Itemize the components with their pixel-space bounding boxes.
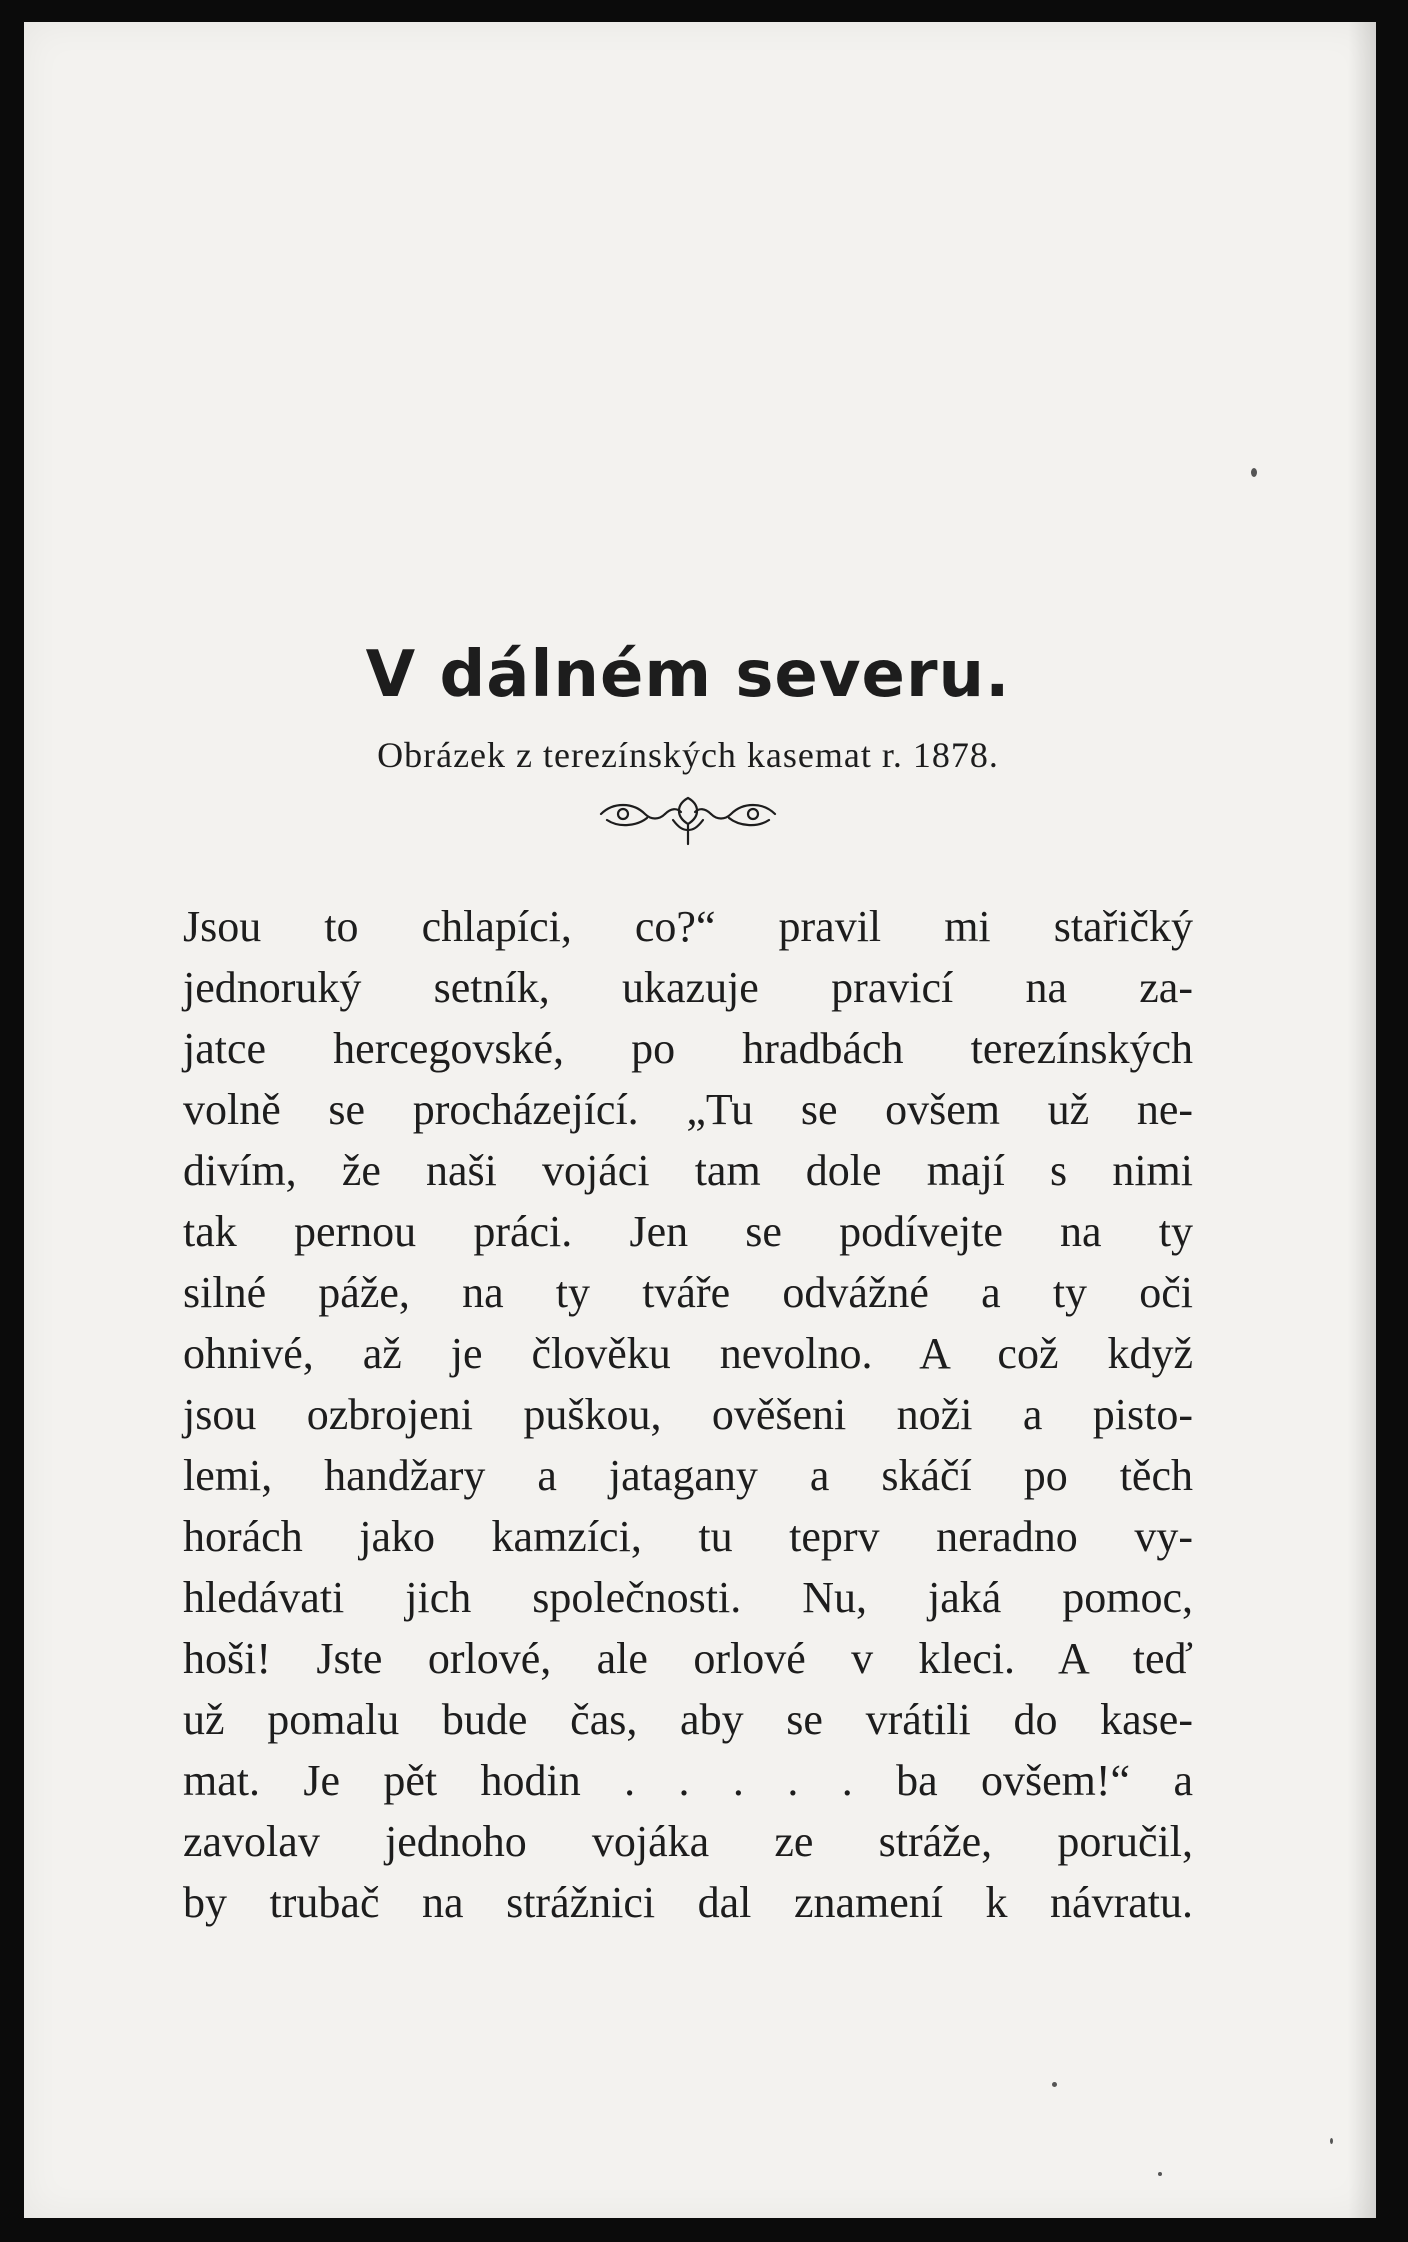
text-line: Jsou to chlapíci, co?“ pravil mi stařičký [183,902,1193,952]
page-content [183,640,1193,1933]
text-line: divím, že naši vojáci tam dole mají s nimi [183,1146,1193,1196]
text-line: by trubač na strážnici dal znamení k návratu. [183,1878,1193,1928]
text-line: už pomalu bude čas, aby se vrátili do kase- [183,1695,1193,1745]
chapter-subtitle: Obrázek z terezínských kasemat r. 1878. [377,735,999,776]
text-line: horách jako kamzíci, tu teprv neradno vy- [183,1512,1193,1562]
text-line: silné páže, na ty tváře odvážné a ty oči [183,1268,1193,1318]
text-line: lemi, handžary a jatagany a skáčí po těch [183,1451,1193,1501]
text-line: jednoruký setník, ukazuje pravicí na za- [183,963,1193,1013]
text-line: volně se procházející. „Tu se ovšem už ne- [183,1085,1193,1135]
text-line: mat. Je pět hodin . . . . . ba ovšem!“ a [183,1756,1193,1806]
text-line: hledávati jich společnosti. Nu, jaká pomoc, [183,1573,1193,1623]
text-line: hoši! Jste orlové, ale orlové v kleci. A teď [183,1634,1193,1684]
text-line: tak pernou práci. Jen se podívejte na ty [183,1207,1193,1257]
chapter-title: V dálném severu. [365,638,1011,712]
text-line: jatce hercegovské, po hradbách terezínských [183,1024,1193,1074]
page-edge-shadow [1348,22,1376,2218]
paragraph [183,896,1193,1933]
text-line: zavolav jednoho vojáka ze stráže, poručil, [183,1817,1193,1867]
text-line: jsou ozbrojeni puškou, ověšeni noži a pisto- [183,1390,1193,1440]
floral-ornament-icon [593,794,783,848]
text-line: ohnivé, až je člověku nevolno. A což když [183,1329,1193,1379]
